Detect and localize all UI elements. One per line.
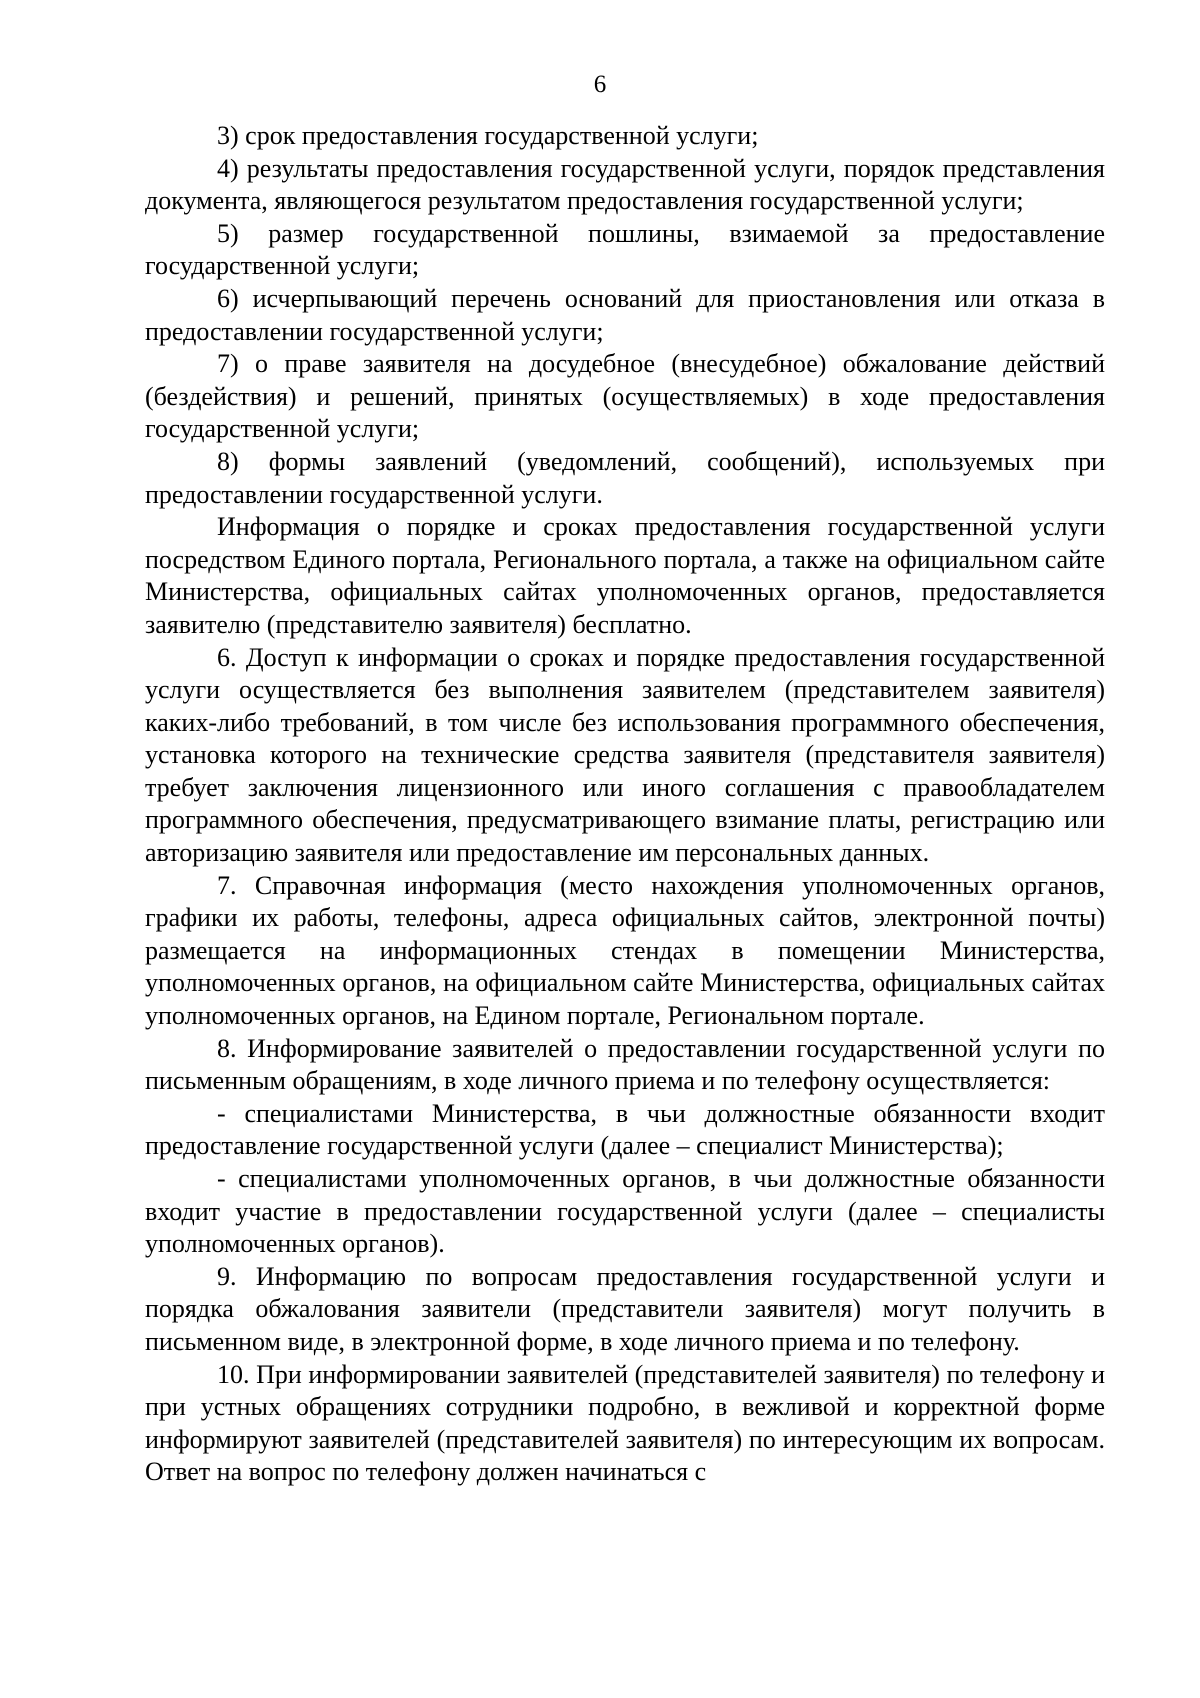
body-text (145, 120, 1105, 1489)
page-number: 6 (593, 71, 607, 98)
paragraph-item-4: 4) результаты предоставления государственной услуги, порядок представления документа, являющегося результатом предоставления государственной услуги; (145, 153, 1105, 216)
paragraph-item-6: 6) исчерпывающий перечень оснований для приостановления или отказа в предоставлении государственной услуги; (145, 283, 1105, 346)
paragraph-clause-9: 9. Информацию по вопросам предоставления государственной услуги и порядка обжалования заявители (представители заявителя) могут получить в письменном виде, в электронной форме, в ходе личного приема и по телефону. (145, 1261, 1105, 1356)
paragraph-clause-10: 10. При информировании заявителей (представителей заявителя) по телефону и при устных обращениях сотрудники подробно, в вежливой и корректной форме информируют заявителей (представителей заявителя) по интересующим их вопросам. Ответ на вопрос по телефону должен начинаться с (145, 1359, 1105, 1487)
paragraph-item-8: 8) формы заявлений (уведомлений, сообщений), используемых при предоставлении государственной услуги. (145, 446, 1105, 509)
paragraph-item-3: 3) срок предоставления государственной услуги; (217, 121, 759, 150)
paragraph-info-free: Информация о порядке и сроках предоставления государственной услуги посредством Единого портала, Регионального портала, а также на официальном сайте Министерства, официальных сайтах уполномоченных органов, предоставляется заявителю (представителю заявителя) бесплатно. (145, 512, 1105, 639)
paragraph-clause-7: 7. Справочная информация (место нахождения уполномоченных органов, графики их работы, телефоны, адреса официальных сайтов, электронной почты) размещается на информационных стендах в помещении Министерства, уполномоченных органов, на официальном сайте Министерства, официальных сайтах уполномоченных органов, на Едином портале, Региональном портале. (145, 870, 1105, 1031)
paragraph-clause-8: 8. Информирование заявителей о предоставлении государственной услуги по письменным обращениям, в ходе личного приема и по телефону осуществляется: (145, 1033, 1105, 1096)
paragraph-item-7: 7) о праве заявителя на досудебное (внесудебное) обжалование действий (бездействия) и решений, принятых (осуществляемых) в ходе предоставления государственной услуги; (145, 349, 1105, 444)
paragraph-clause-6: 6. Доступ к информации о сроках и порядке предоставления государственной услуги осуществляется без выполнения заявителем (представителем заявителя) каких-либо требований, в том числе без использования программного обеспечения, установка которого на технические средства заявителя (представителя заявителя) требует заключения лицензионного или иного соглашения с правообладателем программного обеспечения, предусматривающего взимание платы, регистрацию или авторизацию заявителя или предоставление им персональных данных. (145, 642, 1105, 868)
paragraph-item-5: 5) размер государственной пошлины, взимаемой за предоставление государственной услуги; (145, 218, 1105, 281)
paragraph-dash-ministry: - специалистами Министерства, в чьи должностные обязанности входит предоставление государственной услуги (далее – специалист Министерства); (145, 1098, 1105, 1161)
paragraph-dash-authorities: - специалистами уполномоченных органов, в чьи должностные обязанности входит участие в предоставлении государственной услуги (далее – специалисты уполномоченных органов). (145, 1164, 1105, 1259)
